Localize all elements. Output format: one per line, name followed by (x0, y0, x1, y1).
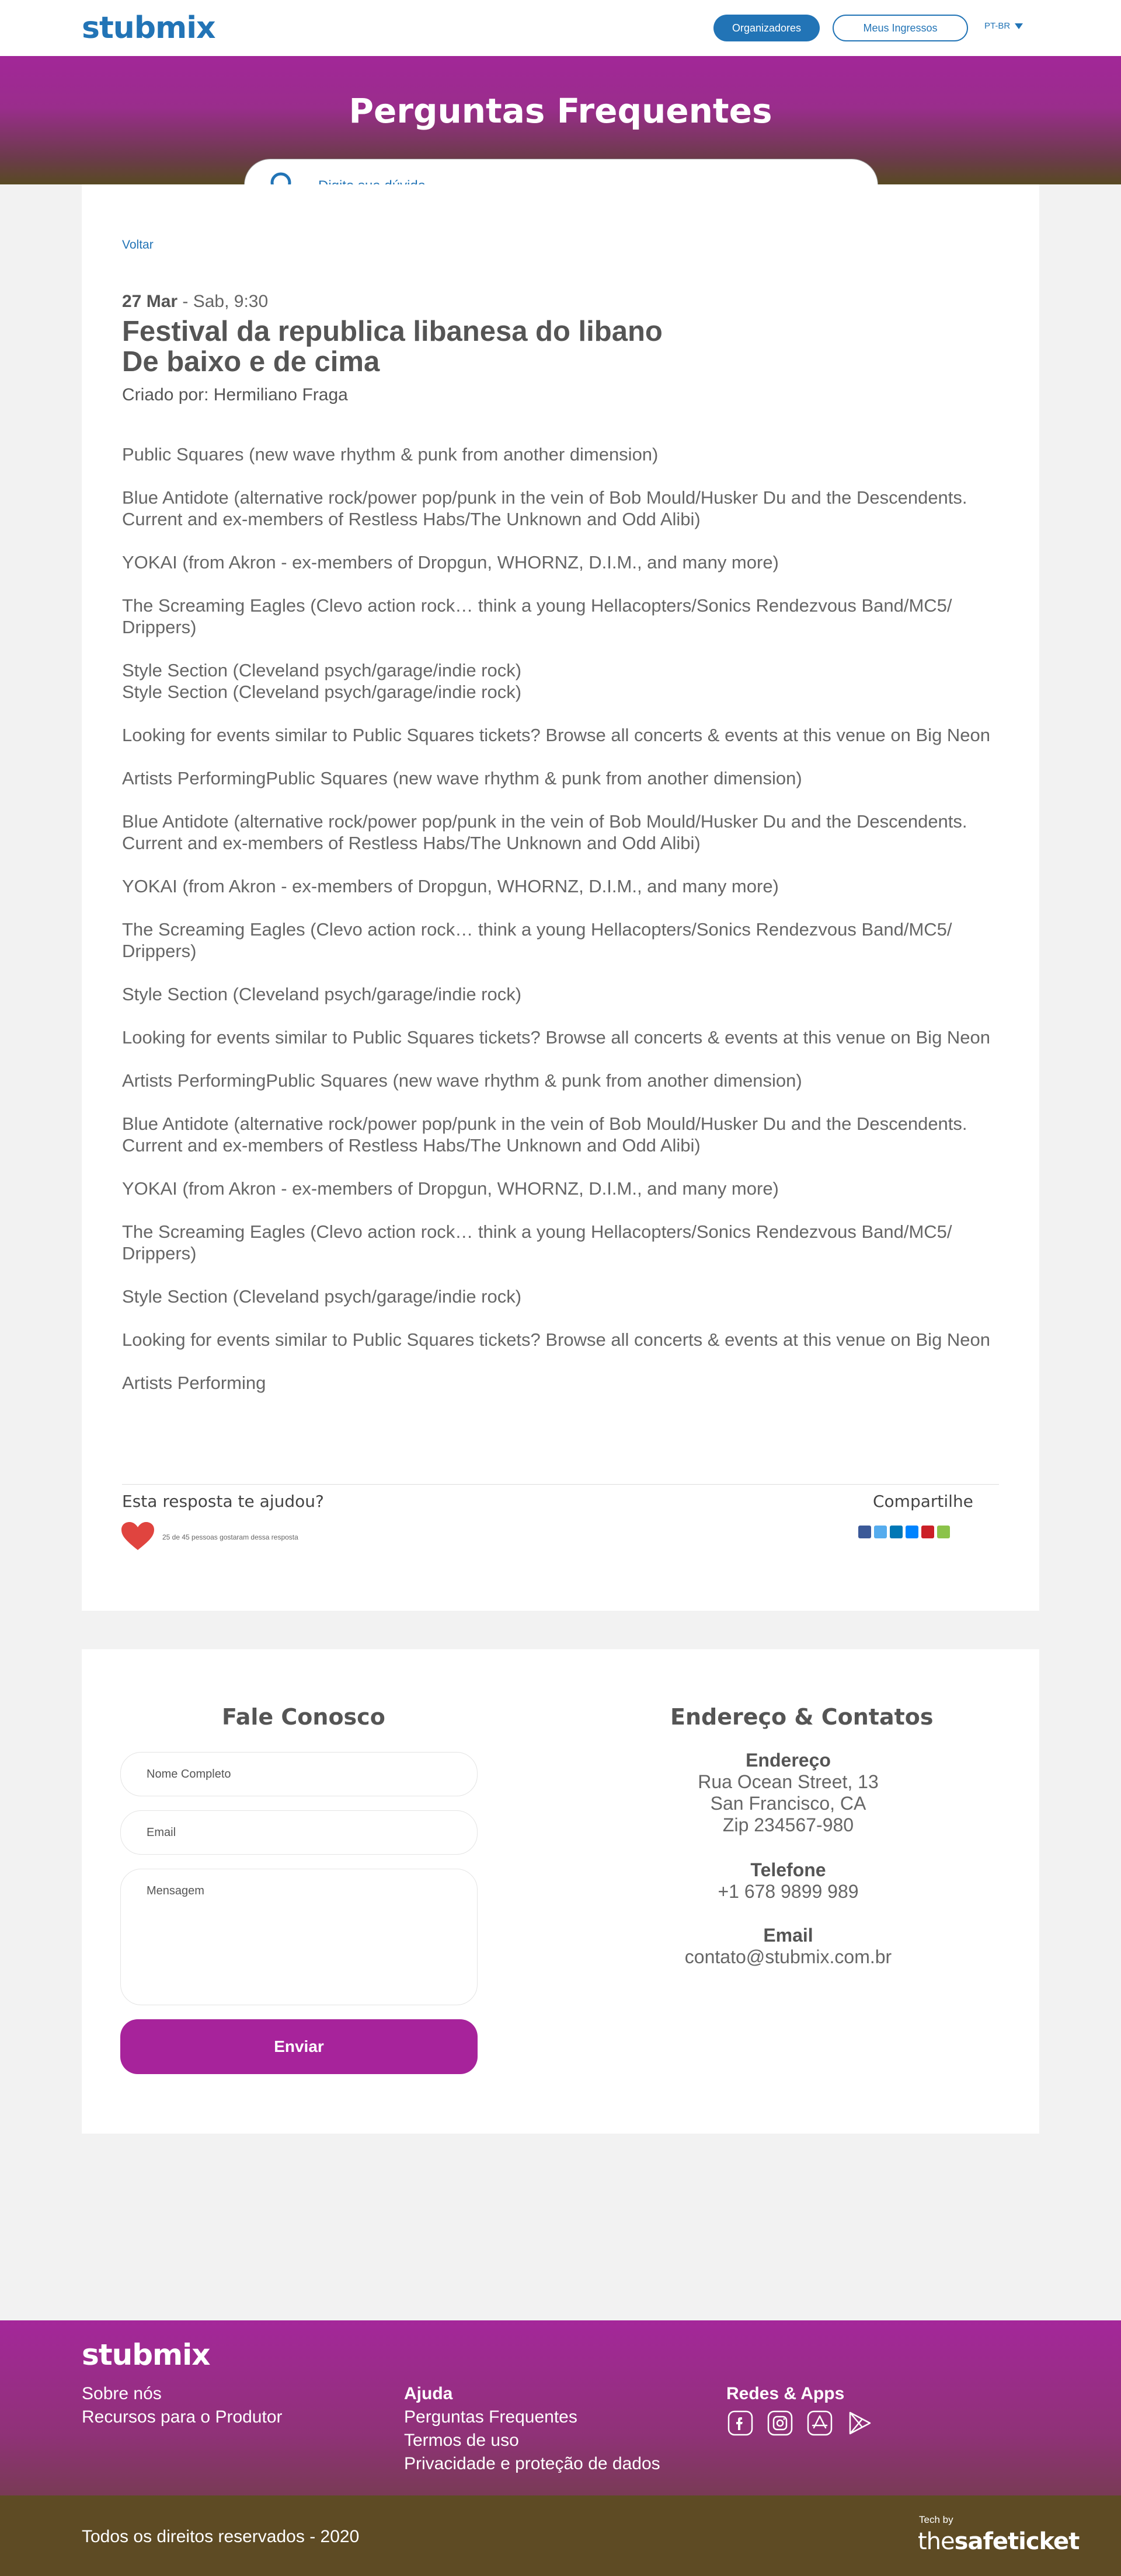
answer-paragraph: Blue Antidote (alternative rock/power pop/punk in the vein of Bob Mould/Husker Du and the Descendents. Current and ex-members of Restless Habs/The Unknown and Odd Alibi) (122, 487, 967, 529)
event-title (122, 316, 663, 377)
answer-paragraph: Blue Antidote (alternative rock/power pop/punk in the vein of Bob Mould/Husker Du and the Descendents. Current and ex-members of Restless Habs/The Unknown and Odd Alibi) (122, 1114, 967, 1156)
address-line3: Zip 234567-980 (722, 1814, 854, 1835)
answer-paragraph: Artists Performing (122, 1373, 266, 1393)
address-block (619, 1750, 958, 1836)
tech-by-label: Tech by (919, 2514, 953, 2525)
answer-body (122, 444, 1004, 1415)
likes-count: 25 de 45 pessoas gostaram dessa resposta (162, 1533, 298, 1541)
footer-col-social (726, 2382, 844, 2406)
footer-links (0, 2320, 1121, 2495)
event-creator: Criado por: Hermiliano Fraga (122, 385, 348, 404)
back-link[interactable]: Voltar (122, 238, 154, 252)
phone-label: Telefone (750, 1859, 826, 1880)
answer-paragraph: Blue Antidote (alternative rock/power pop/punk in the vein of Bob Mould/Husker Du and the Descendents. Current and ex-members of Restless Habs/The Unknown and Odd Alibi) (122, 811, 967, 853)
footer-link-about[interactable]: Sobre nós (82, 2384, 162, 2403)
copyright: Todos os direitos reservados - 2020 (82, 2527, 360, 2546)
answer-paragraph: YOKAI (from Akron - ex-members of Dropgun, WHORNZ, D.I.M., and many more) (122, 876, 779, 896)
event-date-time: - Sab, 9:30 (177, 292, 269, 311)
facebook-icon[interactable] (858, 1526, 871, 1538)
answer-paragraph: Artists PerformingPublic Squares (new wave rhythm & punk from another dimension) (122, 1070, 802, 1091)
phone-block (619, 1859, 958, 1903)
divider (122, 1484, 999, 1485)
answer-paragraph: Style Section (Cleveland psych/garage/indie rock) Style Section (Cleveland psych/garage/indie rock) (122, 660, 522, 702)
app-store-icon[interactable] (806, 2409, 834, 2437)
social-icons (726, 2409, 873, 2437)
answer-paragraph: The Screaming Eagles (Clevo action rock… think a young Hellacopters/Sonics Rendezvous Band/MC5/ Drippers) (122, 595, 952, 637)
message-placeholder: Mensagem (147, 1884, 204, 1897)
answer-paragraph: Style Section (Cleveland psych/garage/indie rock) (122, 1286, 522, 1307)
contact-form-title: Fale Conosco (222, 1704, 385, 1730)
footer-social-heading: Redes & Apps (726, 2384, 845, 2403)
footer-link-privacy[interactable]: Privacidade e proteção de dados (404, 2454, 660, 2473)
footer-link-producer[interactable]: Recursos para o Produtor (82, 2407, 283, 2427)
my-tickets-button[interactable]: Meus Ingressos (833, 15, 968, 41)
stubmix-logo[interactable]: stubmix (82, 11, 215, 46)
share-buttons (858, 1526, 950, 1538)
name-input[interactable] (120, 1752, 478, 1796)
brand-light: the (918, 2528, 955, 2555)
share-label: Compartilhe (873, 1492, 973, 1511)
footer-col-help (404, 2382, 660, 2476)
caret-down-icon (1015, 23, 1023, 29)
answer-paragraph: Looking for events similar to Public Squares tickets? Browse all concerts & events at this venue on Big Neon (122, 725, 991, 745)
address-label: Endereço (746, 1750, 831, 1771)
contact-info-title: Endereço & Contatos (670, 1704, 934, 1730)
linkedin-icon[interactable] (890, 1526, 903, 1538)
answer-paragraph: Looking for events similar to Public Squares tickets? Browse all concerts & events at this venue on Big Neon (122, 1027, 991, 1048)
event-title-line2: De baixo e de cima (122, 346, 380, 378)
heart-icon[interactable] (120, 1521, 155, 1551)
google-play-icon[interactable] (845, 2409, 873, 2437)
answer-paragraph: Style Section (Cleveland psych/garage/indie rock) (122, 984, 522, 1004)
email-placeholder: Email (147, 1826, 176, 1839)
footer-link-terms[interactable]: Termos de uso (404, 2431, 519, 2450)
page-title: Perguntas Frequentes (349, 91, 772, 131)
twitter-icon[interactable] (874, 1526, 887, 1538)
event-title-line1: Festival da republica libanesa do libano (122, 316, 663, 347)
footer-help-heading: Ajuda (404, 2384, 453, 2403)
brand-bold: safeticket (954, 2528, 1080, 2555)
answer-paragraph: The Screaming Eagles (Clevo action rock… think a young Hellacopters/Sonics Rendezvous Band/MC5/ Drippers) (122, 919, 952, 961)
footer (0, 2320, 1121, 2576)
answer-paragraph: The Screaming Eagles (Clevo action rock… think a young Hellacopters/Sonics Rendezvous Band/MC5/ Drippers) (122, 1221, 952, 1263)
language-label: PT-BR (984, 21, 1011, 31)
whatsapp-icon[interactable] (937, 1526, 950, 1538)
answer-paragraph: YOKAI (from Akron - ex-members of Dropgun, WHORNZ, D.I.M., and many more) (122, 552, 779, 573)
answer-paragraph: Looking for events similar to Public Squares tickets? Browse all concerts & events at this venue on Big Neon (122, 1329, 991, 1350)
organizers-button[interactable]: Organizadores (713, 15, 820, 41)
faq-answer-card (82, 184, 1039, 1611)
instagram-icon[interactable] (766, 2409, 794, 2437)
answer-paragraph: Public Squares (new wave rhythm & punk from another dimension) (122, 444, 659, 465)
event-date-day: 27 Mar (122, 292, 178, 311)
contact-section (82, 1649, 1039, 2134)
facebook-icon[interactable] (726, 2409, 754, 2437)
top-navbar (0, 0, 1121, 56)
event-date (122, 292, 268, 312)
messenger-icon[interactable] (906, 1526, 918, 1538)
footer-col-about (82, 2382, 283, 2429)
answer-paragraph: Artists PerformingPublic Squares (new wave rhythm & punk from another dimension) (122, 768, 802, 788)
helpful-question: Esta resposta te ajudou? (122, 1492, 324, 1511)
message-textarea[interactable] (120, 1869, 478, 2005)
phone-number[interactable]: +1 678 9899 989 (718, 1881, 859, 1902)
answer-paragraph: YOKAI (from Akron - ex-members of Dropgun, WHORNZ, D.I.M., and many more) (122, 1178, 779, 1199)
address-line1: Rua Ocean Street, 13 (698, 1771, 879, 1792)
name-placeholder: Nome Completo (147, 1768, 231, 1781)
safeticket-logo[interactable] (918, 2528, 1079, 2555)
language-selector[interactable] (984, 21, 1023, 31)
email-block (619, 1925, 958, 1968)
footer-logo[interactable]: stubmix (82, 2338, 210, 2372)
address-line2: San Francisco, CA (710, 1793, 866, 1814)
email-address[interactable]: contato@stubmix.com.br (684, 1946, 892, 1967)
email-input[interactable] (120, 1810, 478, 1855)
send-button[interactable]: Enviar (120, 2019, 478, 2074)
email-label: Email (763, 1925, 813, 1946)
footer-bottom-bar (0, 2495, 1121, 2576)
pinterest-icon[interactable] (921, 1526, 934, 1538)
footer-link-faq[interactable]: Perguntas Frequentes (404, 2407, 577, 2427)
